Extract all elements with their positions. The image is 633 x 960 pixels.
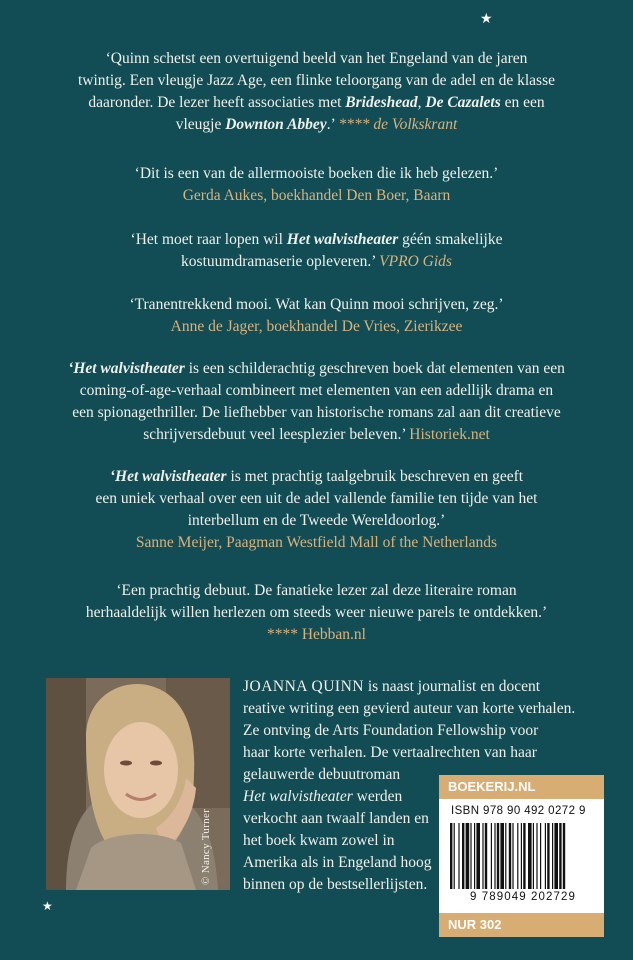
barcode-bar <box>512 823 513 889</box>
review-source: Historiek.net <box>409 426 490 443</box>
review-source: Anne de Jager, boekhandel De Vries, Zierikzee <box>170 318 463 335</box>
barcode-bar <box>517 823 518 889</box>
barcode-bar <box>482 823 483 889</box>
barcode-bar <box>545 823 546 889</box>
review-quote-anne-de-jager: ‘Tranentrekkend mooi. Wat kan Quinn mooi schrijven, zeg.’ Anne de Jager, boekhandel De Vries, Zierikzee <box>129 296 504 335</box>
isbn-label: ISBN 978 90 492 0272 9 <box>451 805 586 817</box>
review-source: VPRO Gids <box>379 253 452 270</box>
barcode-bar <box>523 823 525 889</box>
barcode-bar <box>474 823 475 889</box>
barcode-bar <box>476 823 480 889</box>
barcode-panel <box>439 775 604 937</box>
barcode-bar <box>470 823 471 889</box>
barcode-bar <box>491 823 492 889</box>
barcode-icon <box>450 823 593 891</box>
barcode-bar <box>536 823 537 889</box>
review-quote-hebban: ‘Een prachtig debuut. De fanatieke lezer zal deze literaire roman herhaaldelijk willen herlezen om steeds weer nieuwe parels te ontdekken.’ **** Hebban.nl <box>85 582 548 643</box>
author-name: JOANNA QUINN <box>243 678 364 695</box>
review-quote-volkskrant: ‘Quinn schetst een overtuigend beeld van het Engeland van de jaren twintig. Een vleugje Jazz Age, een flinke teloorgang van de adel en de klasse daaronder. De lezer heeft associaties met Brideshead, De Cazalets en een vleugje Downton Abbey.’ **** de Volkskrant <box>77 50 556 133</box>
barcode-bar <box>509 823 511 889</box>
barcode-bar <box>497 823 499 889</box>
photo-credit: © Nancy Turner <box>200 808 212 885</box>
barcode-bar <box>528 823 532 889</box>
review-quote-sanne-meijer: ‘Het walvistheater is met prachtig taalgebruik beschreven en geeft een uniek verhaal over een uit de adel vallende familie ten tijde van het interbellum en de Tweede Wereldoorlog.’ Sanne Meijer, Paagman Westfield Mall of the Netherlands <box>95 468 538 551</box>
review-source: Gerda Aukes, boekhandel Den Boer, Baarn <box>182 187 451 204</box>
barcode-digits: 9 789049 202729 <box>469 891 577 903</box>
nur-label: NUR 302 <box>439 913 604 937</box>
barcode-bar <box>500 823 504 889</box>
barcode-bar <box>547 823 549 889</box>
barcode-bar <box>552 823 553 889</box>
barcode-bar <box>554 823 558 889</box>
review-quote-vpro: ‘Het moet raar lopen wil Het walvistheater géén smakelijke kostuumdramaserie opleveren.’ VPRO Gids <box>130 231 503 270</box>
author-bio: JOANNA QUINN is naast journalist en docent reative writing een gevierd auteur van korte verhalen. Ze ontving de Arts Foundation Fellowship voor haar korte verhalen. De vertaalrechten van haar gelauwerde debuutroman Het walvistheater werden verkocht aan twaalf landen en het boek kwam zowel in Amerika als in Engeland hoog binnen op de bestsellerlijsten. <box>243 678 576 893</box>
review-source: Sanne Meijer, Paagman Westfield Mall of the Netherlands <box>135 534 498 551</box>
review-quote-historiek: ‘Het walvistheater is een schilderachtig geschreven boek dat elementen van een coming-of-age-verhaal combineert met elementen van een adellijk drama en een spionagethriller. De liefhebber van historische romans zal aan dit creatieve schrijversdebuut veel leesplezier beleven.’ Historiek.net <box>68 360 565 443</box>
star-icon: ★ <box>42 899 53 913</box>
barcode-bar <box>563 823 565 889</box>
barcode-bar <box>494 823 495 889</box>
barcode-bar <box>521 823 522 889</box>
review-source: **** Hebban.nl <box>266 626 366 643</box>
barcode-bar <box>485 823 487 889</box>
barcode-bar <box>540 823 541 889</box>
barcode-bar <box>454 823 455 889</box>
barcode-bar <box>559 823 561 889</box>
barcode-bar <box>458 823 459 889</box>
star-icon: ★ <box>480 11 493 27</box>
barcode-bar <box>533 823 534 889</box>
barcode-bar <box>466 823 470 889</box>
review-source: **** de Volkskrant <box>338 116 458 133</box>
publisher-label: BOEKERIJ.NL <box>439 775 604 799</box>
review-quote-gerda-aukes: ‘Dit is een van de allermooiste boeken die ik heb gelezen.’ Gerda Aukes, boekhandel Den Boer, Baarn <box>134 165 499 204</box>
barcode-bar <box>505 823 506 889</box>
barcode-bar <box>450 823 452 889</box>
barcode-bar <box>462 823 464 889</box>
